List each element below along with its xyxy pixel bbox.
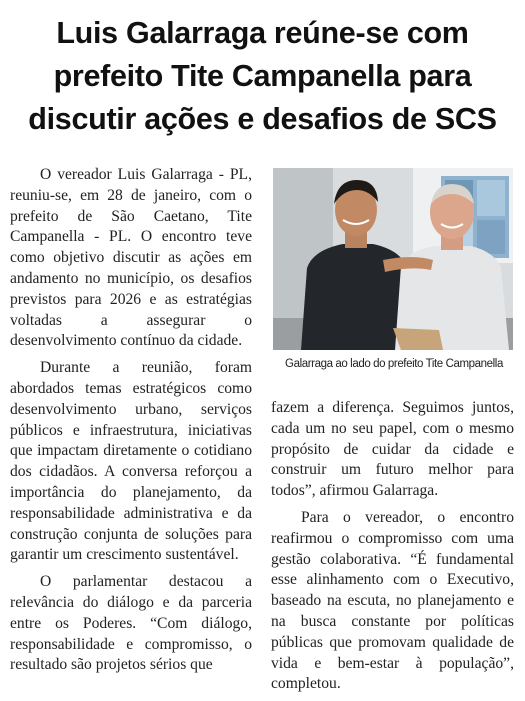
paragraph-3-continued: fazem a diferença. Seguimos juntos, cada um no seu papel, com o mesmo propósito de cuidar da cidade e construir um futuro melhor para todos”, afirmou Galarraga. xyxy=(271,399,514,500)
paragraph-4: Para o vereador, o encontro reafirmou o compromisso com uma gestão colaborativa. “É fundamental esse alinhamento com o Executivo, baseado na escuta, no planejamento e na busca constante por políticas públicas que promovam qualidade de vida e bem-estar à população”, completou. xyxy=(271,508,514,693)
photo-illustration xyxy=(273,168,513,350)
headline-line-1: Luis Galarraga reúne-se com xyxy=(56,16,469,50)
article-column-right xyxy=(271,398,514,701)
photo-caption: Galarraga ao lado do prefeito Tite Campanella xyxy=(285,358,503,370)
paragraph-3: O parlamentar destacou a relevância do diálogo e da parceria entre os Poderes. “Com diálogo, responsabilidade e compromisso, o resultado são projetos sérios que xyxy=(10,573,252,674)
article-column-left xyxy=(10,165,252,682)
headline xyxy=(10,12,515,141)
headline-line-3: discutir ações e desafios de SCS xyxy=(28,102,497,136)
news-photo xyxy=(273,168,513,350)
headline-line-2: prefeito Tite Campanella para xyxy=(53,59,472,93)
paragraph-1: O vereador Luis Galarraga - PL, reuniu-se, em 28 de janeiro, com o prefeito de São Caetano, Tite Campanella - PL. O encontro teve como objetivo discutir as ações em andamento no município, os desafios previstos para 2026 e as estratégias voltadas a assegurar o desenvolvimento contínuo da cidade. xyxy=(10,166,252,350)
paragraph-2: Durante a reunião, foram abordados temas estratégicos como desenvolvimento urbano, serviços públicos e infraestrutura, iniciativas que impactam diretamente o cotidiano dos cidadãos. A conversa reforçou a importância do planejamento, da responsabilidade administrativa e da construção conjunta de soluções para garantir um crescimento sustentável. xyxy=(10,359,252,564)
